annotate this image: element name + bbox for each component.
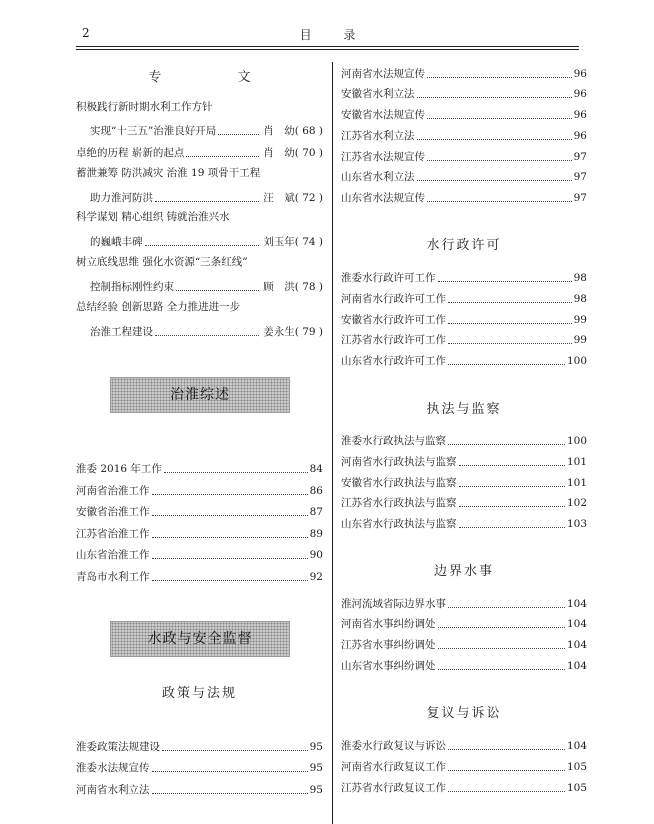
toc-entry[interactable]: 山东省水利立法 97: [341, 171, 587, 183]
toc-entry[interactable]: 江苏省治淮工作 89: [76, 528, 323, 540]
toc-entry: 树立底线思维 强化水资源“三条红线”: [76, 256, 248, 268]
toc-entry[interactable]: 山东省水行政许可工作 100: [341, 355, 587, 367]
toc-entry[interactable]: 河南省水事纠纷调处 104: [341, 618, 587, 630]
section-banner-shuizheng: 水政与安全监督: [110, 621, 290, 657]
page-number: 2: [82, 26, 90, 40]
toc-entry[interactable]: 治淮工程建设 姜永生 ( 79 ): [90, 326, 323, 338]
left-column: [76, 0, 323, 824]
toc-entry[interactable]: 淮委 2016 年工作 84: [76, 463, 323, 475]
toc-entry[interactable]: 安徽省水行政执法与监察 101: [341, 477, 587, 489]
toc-entry[interactable]: 青岛市水利工作 92: [76, 571, 323, 583]
toc-entry[interactable]: 河南省水法规宣传 96: [341, 68, 587, 80]
toc-entry[interactable]: 的巍峨丰碑 刘玉年 ( 74 ): [90, 236, 323, 248]
section-title-zhifa: 执法与监察: [426, 402, 502, 417]
right-column: [341, 0, 587, 824]
section-title-fuyi: 复议与诉讼: [426, 706, 502, 721]
toc-entry[interactable]: 安徽省水利立法 96: [341, 88, 587, 100]
toc-entry[interactable]: 河南省治淮工作 86: [76, 485, 323, 497]
toc-entry[interactable]: 江苏省水行政复议工作 105: [341, 782, 587, 794]
toc-entry[interactable]: 山东省水事纠纷调处 104: [341, 660, 587, 672]
toc-entry: 科学谋划 精心组织 铸就治淮兴水: [76, 211, 230, 223]
toc-entry[interactable]: 江苏省水事纠纷调处 104: [341, 639, 587, 651]
running-title: 目 录: [299, 28, 370, 42]
toc-entry[interactable]: 山东省治淮工作 90: [76, 549, 323, 561]
toc-entry[interactable]: 河南省水利立法 95: [76, 784, 323, 796]
toc-entry: 蓄泄兼筹 防洪减灾 治淮 19 项骨干工程: [76, 167, 261, 179]
toc-entry[interactable]: 实现“十三五”治淮良好开局 肖 幼 ( 68 ): [90, 125, 323, 137]
section-banner-zhihuai: 治淮综述: [110, 377, 290, 413]
toc-entry[interactable]: 山东省水行政执法与监察 103: [341, 518, 587, 530]
toc-entry[interactable]: 安徽省水行政许可工作 99: [341, 314, 587, 326]
column-divider: [332, 62, 333, 824]
toc-entry[interactable]: 淮河流域省际边界水事 104: [341, 598, 587, 610]
section-title-xuke: 水行政许可: [426, 238, 502, 253]
toc-entry[interactable]: 安徽省水法规宣传 96: [341, 109, 587, 121]
toc-entry: 总结经验 创新思路 全力推进进一步: [76, 301, 241, 313]
toc-entry[interactable]: 卓绝的历程 崭新的起点 肖 幼 ( 70 ): [76, 147, 323, 159]
toc-entry[interactable]: 河南省水行政执法与监察 101: [341, 456, 587, 468]
toc-entry[interactable]: 江苏省水利立法 96: [341, 130, 587, 142]
toc-entry[interactable]: 助力淮河防洪 汪 斌 ( 72 ): [90, 192, 323, 204]
toc-entry[interactable]: 控制指标刚性约束 顾 洪 ( 78 ): [90, 281, 323, 293]
toc-entry[interactable]: 河南省水行政复议工作 105: [341, 761, 587, 773]
toc-entry[interactable]: 淮委水行政许可工作 98: [341, 272, 587, 284]
toc-entry[interactable]: 江苏省水行政许可工作 99: [341, 334, 587, 346]
toc-entry[interactable]: 淮委水法规宣传 95: [76, 762, 323, 774]
section-title-bianjie: 边界水事: [433, 564, 494, 579]
toc-entry[interactable]: 江苏省水行政执法与监察 102: [341, 497, 587, 509]
section-title-zhuanwen: 专 文: [148, 70, 287, 85]
section-title-zhengce: 政策与法规: [161, 686, 237, 701]
toc-entry[interactable]: 山东省水法规宣传 97: [341, 192, 587, 204]
toc-entry[interactable]: 淮委政策法规建设 95: [76, 741, 323, 753]
toc-entry[interactable]: 淮委水行政执法与监察 100: [341, 435, 587, 447]
toc-entry[interactable]: 安徽省治淮工作 87: [76, 506, 323, 518]
toc-entry[interactable]: 江苏省水法规宣传 97: [341, 151, 587, 163]
toc-entry[interactable]: 河南省水行政许可工作 98: [341, 293, 587, 305]
toc-entry[interactable]: 淮委水行政复议与诉讼 104: [341, 740, 587, 752]
toc-entry: 积极践行新时期水利工作方针: [76, 101, 213, 113]
